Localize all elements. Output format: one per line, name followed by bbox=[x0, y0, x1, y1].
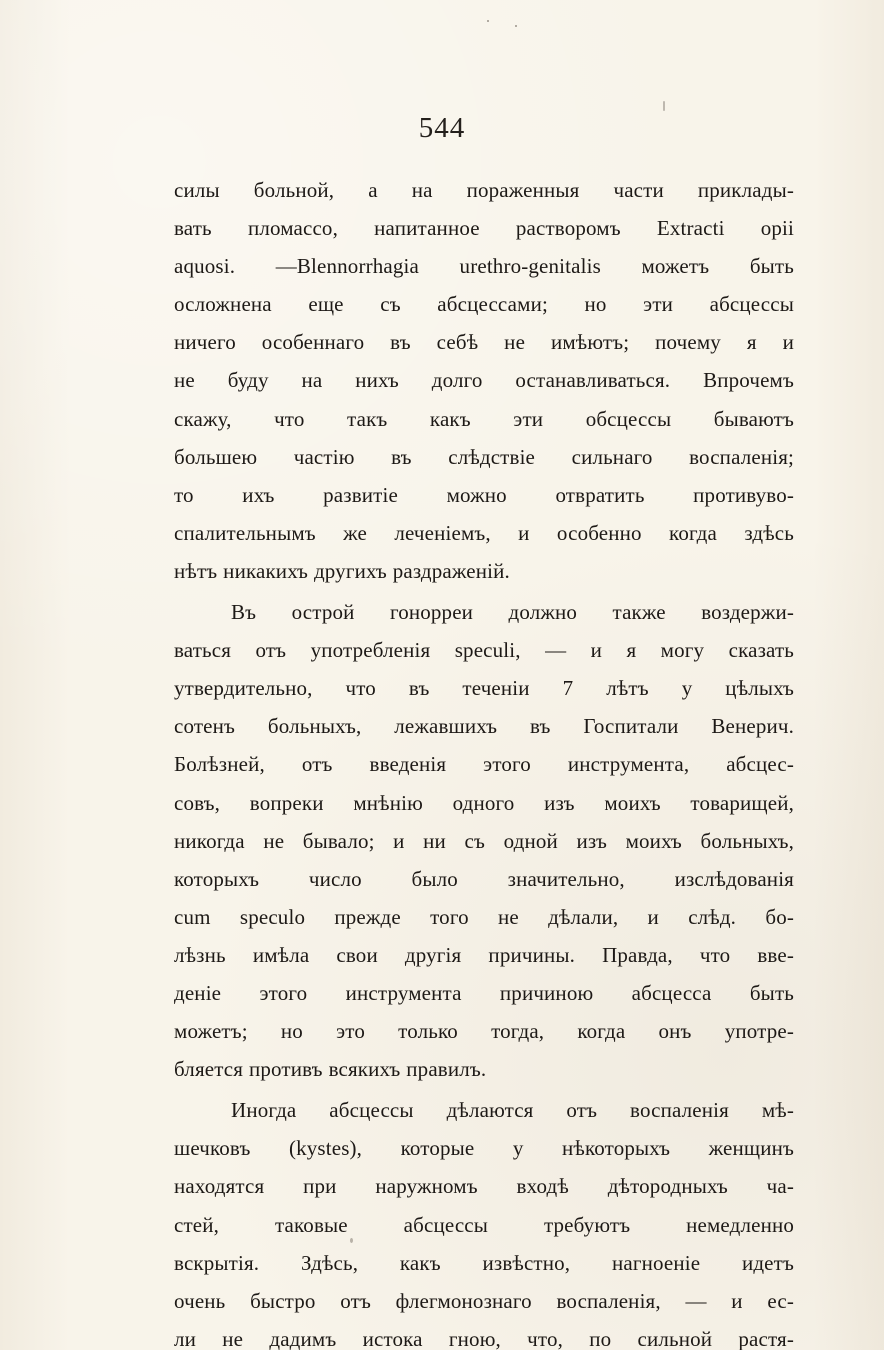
paper-speck bbox=[515, 25, 517, 27]
text-line: можетъ; но это только тогда, когда онъ употре- bbox=[174, 1019, 794, 1044]
text-line: большею частію въ слѣдствіе сильнаго воспаленія; bbox=[174, 444, 794, 469]
text-line: вать пломассо, напитанное растворомъ Extracti opii bbox=[174, 216, 794, 241]
text-line: никогда не бывало; и ни съ одной изъ моихъ больныхъ, bbox=[174, 828, 794, 853]
text-line: Болѣзней, отъ введенія этого инструмента, абсцес- bbox=[174, 752, 794, 777]
text-line: Иногда абсцессы дѣлаются отъ воспаленія мѣ- bbox=[231, 1098, 794, 1123]
text-line: cum speculo прежде того не дѣлали, и слѣд. бо- bbox=[174, 904, 794, 929]
text-line: нѣтъ никакихъ другихъ раздраженій. bbox=[174, 558, 510, 583]
text-line: вскрытія. Здѣсь, какъ извѣстно, нагноеніе идетъ bbox=[174, 1250, 794, 1275]
text-line: очень быстро отъ флегмонознаго воспаленія, — и ес- bbox=[174, 1288, 794, 1313]
text-line: то ихъ развитіе можно отвратить противуво- bbox=[174, 482, 794, 507]
text-line: утвердительно, что въ теченіи 7 лѣтъ у цѣлыхъ bbox=[174, 676, 794, 701]
text-line: осложнена еще съ абсцессами; но эти абсцессы bbox=[174, 292, 794, 317]
text-line: aquosi. —Blennorrhagia urethro-genitalis можетъ быть bbox=[174, 254, 794, 279]
paper-speck bbox=[487, 20, 489, 22]
text-line: сотенъ больныхъ, лежавшихъ въ Госпитали Венерич. bbox=[174, 714, 794, 739]
text-line: ничего особеннаго въ себѣ не имѣютъ; почему я и bbox=[174, 330, 794, 355]
text-line: ваться отъ употребленія speculi, — и я могу сказать bbox=[174, 638, 794, 663]
text-line: шечковъ (kystes), которые у нѣкоторыхъ женщинъ bbox=[174, 1136, 794, 1161]
text-line: ли не дадимъ истока гною, что, по сильной растя- bbox=[174, 1326, 794, 1350]
text-line: не буду на нихъ долго останавливаться. Впрочемъ bbox=[174, 368, 794, 393]
text-line: лѣзнь имѣла свои другія причины. Правда, что вве- bbox=[174, 942, 794, 967]
page-text bbox=[174, 171, 794, 1350]
page-number: 544 bbox=[418, 112, 466, 144]
text-line: деніе этого инструмента причиною абсцесса быть bbox=[174, 980, 794, 1005]
text-line: скажу, что такъ какъ эти обсцессы бываютъ bbox=[174, 406, 794, 431]
text-line: находятся при наружномъ входѣ дѣтородныхъ ча- bbox=[174, 1174, 794, 1199]
text-line: стей, таковые абсцессы требуютъ немедленно bbox=[174, 1212, 794, 1237]
text-line: силы больной, а на пораженныя части приклады- bbox=[174, 178, 794, 202]
text-line: бляется противъ всякихъ правилъ. bbox=[174, 1057, 487, 1082]
paper-speck bbox=[663, 101, 665, 111]
text-line: которыхъ число было значительно, изслѣдованія bbox=[174, 866, 794, 891]
text-line: Въ острой гонорреи должно также воздержи- bbox=[231, 600, 794, 625]
text-line: спалительнымъ же леченіемъ, и особенно когда здѣсь bbox=[174, 520, 794, 545]
text-line: совъ, вопреки мнѣнію одного изъ моихъ товарищей, bbox=[174, 790, 794, 815]
